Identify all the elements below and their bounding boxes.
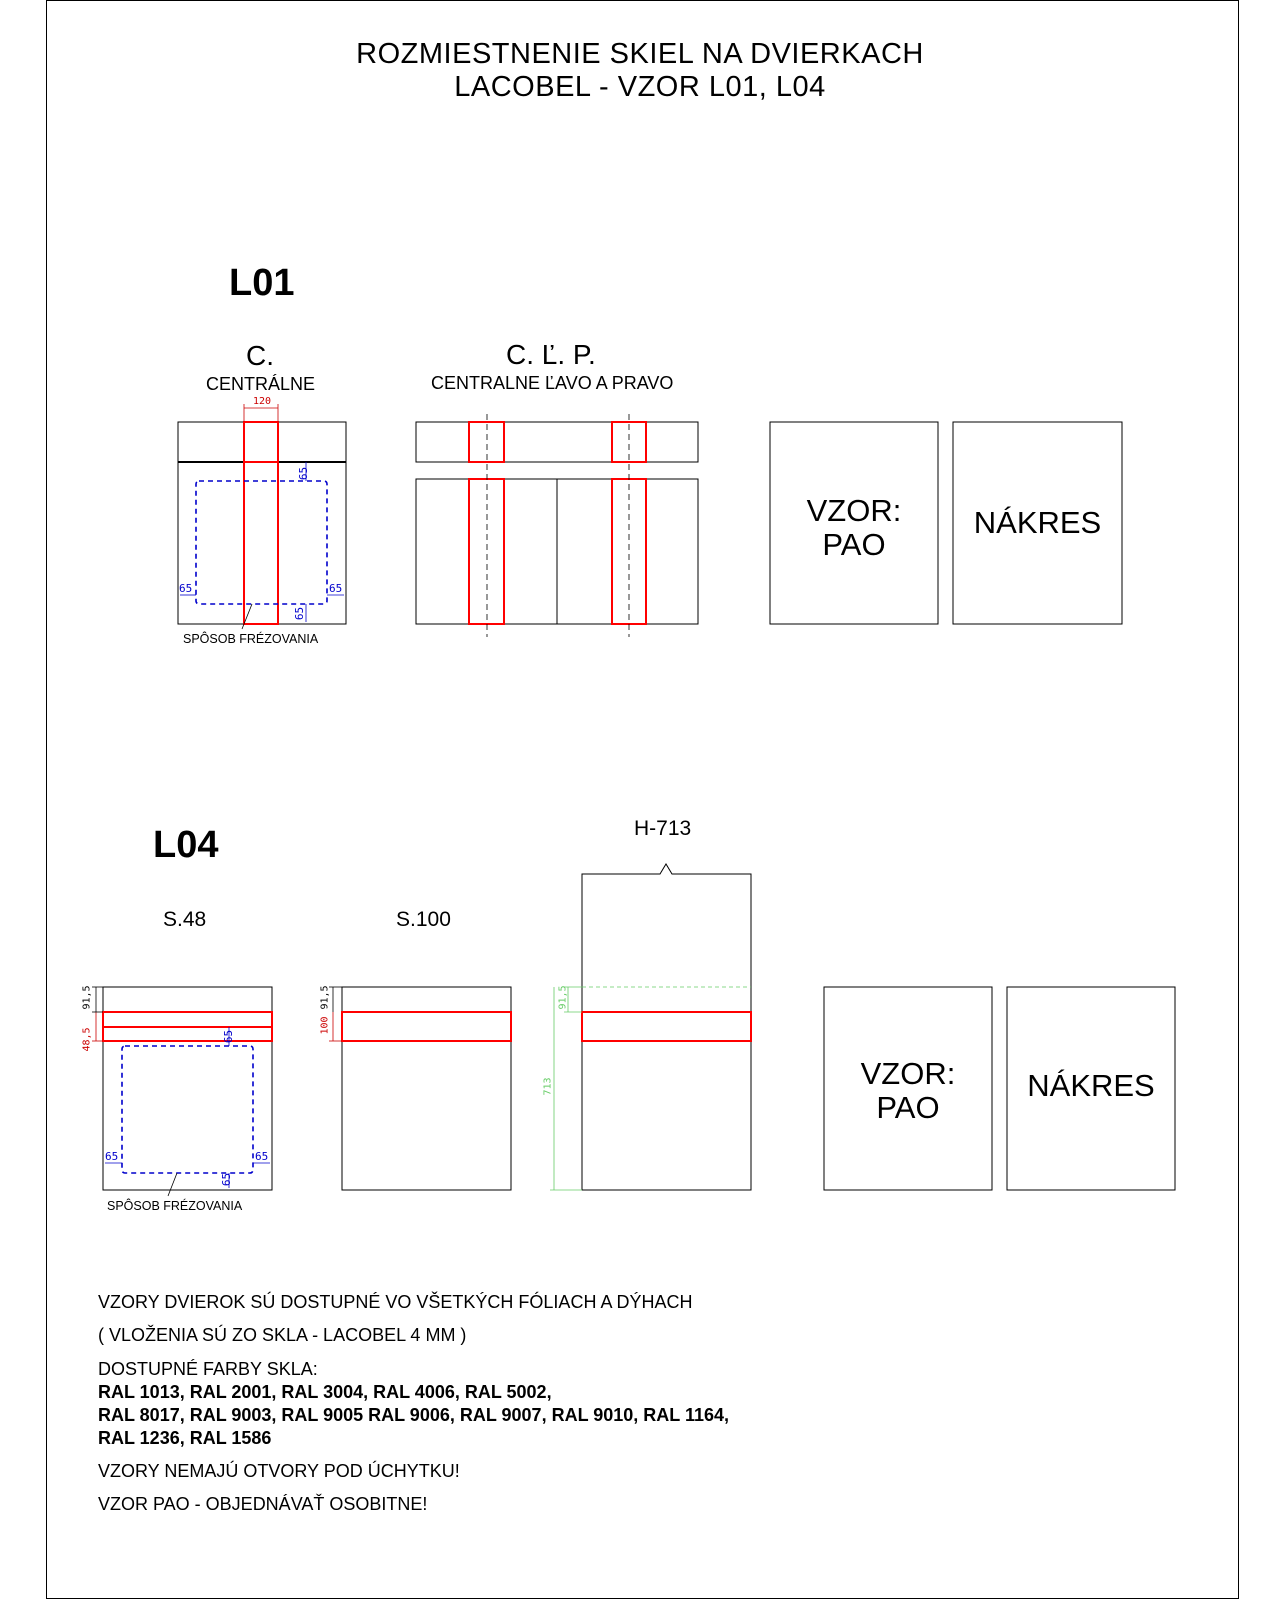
l01-c-door-panel <box>178 462 346 624</box>
note-line-2: ( VLOŽENIA SÚ ZO SKLA - LACOBEL 4 MM ) <box>98 1325 467 1345</box>
l04-s100-glass <box>342 1012 511 1041</box>
l01-vzor-label-2: PAO <box>822 527 886 562</box>
l04-h713-label: H-713 <box>634 817 692 840</box>
note-line-4: VZORY NEMAJÚ OTVORY POD ÚCHYTKU! <box>98 1461 460 1481</box>
note-line-1: VZORY DVIEROK SÚ DOSTUPNÉ VO VŠETKÝCH FÓLIACH A DÝHACH <box>98 1292 693 1312</box>
l01-dim-65-right: 65 <box>329 582 343 595</box>
l04-h713-panel <box>582 864 751 1190</box>
l04-nakres-label: NÁKRES <box>1027 1068 1155 1103</box>
l01-milling-label: SPÔSOB FRÉZOVANIA <box>183 632 319 646</box>
l01-dim-65-bottom: 65 <box>293 606 307 621</box>
l04-s48-label: S.48 <box>163 908 207 931</box>
l01-dim-120: 120 <box>253 396 272 407</box>
l01-clp-door <box>416 414 698 637</box>
l01-c-glass-top <box>244 422 278 462</box>
l01-nakres-label: NÁKRES <box>973 505 1102 540</box>
l01-dim-65-left: 65 <box>179 582 193 595</box>
l04-dim-65-bottom: 65 <box>220 1172 234 1187</box>
l04-s48-door <box>92 987 272 1196</box>
l01-vzor-label-1: VZOR: <box>806 493 902 528</box>
l04-h713-glass <box>582 1012 751 1041</box>
note-colors-3: RAL 1236, RAL 1586 <box>98 1428 272 1448</box>
l01-c-code: C. <box>246 340 274 371</box>
l01-c-glass-main <box>244 462 278 624</box>
l04-s100-label: S.100 <box>396 908 451 931</box>
note-colors-1: RAL 1013, RAL 2001, RAL 3004, RAL 4006, RAL 5002, <box>98 1382 552 1402</box>
title-line-1: ROZMIESTNENIE SKIEL NA DVIERKACH <box>356 38 924 70</box>
l04-s48-glass-2 <box>103 1027 272 1044</box>
l01-clp-glass-right <box>612 479 646 624</box>
l04-vzor-label-2: PAO <box>876 1090 940 1125</box>
l04-s48-glass-1 <box>103 1012 272 1027</box>
l01-clp-door-left <box>416 479 557 624</box>
l04-dim-65-top: 65 <box>222 1029 236 1044</box>
l01-c-top-drawer <box>178 422 346 462</box>
l01-heading: L01 <box>229 262 295 304</box>
l04-milling-leader <box>168 1173 177 1196</box>
l04-dim-65-left: 65 <box>105 1150 119 1163</box>
l01-clp-glass-left <box>469 479 504 624</box>
l04-dim-65-right: 65 <box>255 1150 269 1163</box>
l04-dim-713: 713 <box>542 1077 554 1096</box>
l04-dim-100: 100 <box>319 1016 331 1035</box>
l01-dim-65-top: 65 <box>297 466 311 481</box>
l01-clp-glass-top-left <box>469 422 504 462</box>
note-colors-2: RAL 8017, RAL 9003, RAL 9005 RAL 9006, RAL 9007, RAL 9010, RAL 1164, <box>98 1405 730 1425</box>
l04-milling-label: SPÔSOB FRÉZOVANIA <box>107 1199 243 1213</box>
l04-heading: L04 <box>153 824 219 866</box>
l04-h713-door <box>550 864 751 1190</box>
l04-vzor-label-1: VZOR: <box>860 1056 956 1091</box>
l04-dim-915-b: 91,5 <box>319 985 331 1010</box>
l04-s100-door <box>329 987 511 1190</box>
l01-clp-desc: CENTRALNE ĽAVO A PRAVO <box>431 373 674 393</box>
note-line-3: DOSTUPNÉ FARBY SKLA: <box>98 1359 318 1379</box>
l04-dim-915-c: 91,5 <box>557 985 569 1010</box>
l01-milling-outline <box>196 481 327 604</box>
l01-c-desc: CENTRÁLNE <box>206 374 316 394</box>
l01-c-door <box>178 404 346 629</box>
l04-s48-panel <box>103 987 272 1190</box>
l01-clp-code: C. Ľ. P. <box>506 339 596 370</box>
l01-clp-door-right <box>557 479 698 624</box>
l04-dim-485: 48,5 <box>81 1027 93 1052</box>
l04-milling-outline <box>122 1046 253 1173</box>
title-line-2: LACOBEL - VZOR L01, L04 <box>454 71 826 103</box>
l04-s100-panel <box>342 987 511 1190</box>
l01-clp-top-drawer <box>416 422 698 462</box>
l04-dim-915-a: 91,5 <box>81 985 93 1010</box>
note-line-5: VZOR PAO - OBJEDNÁVAŤ OSOBITNE! <box>98 1494 428 1514</box>
